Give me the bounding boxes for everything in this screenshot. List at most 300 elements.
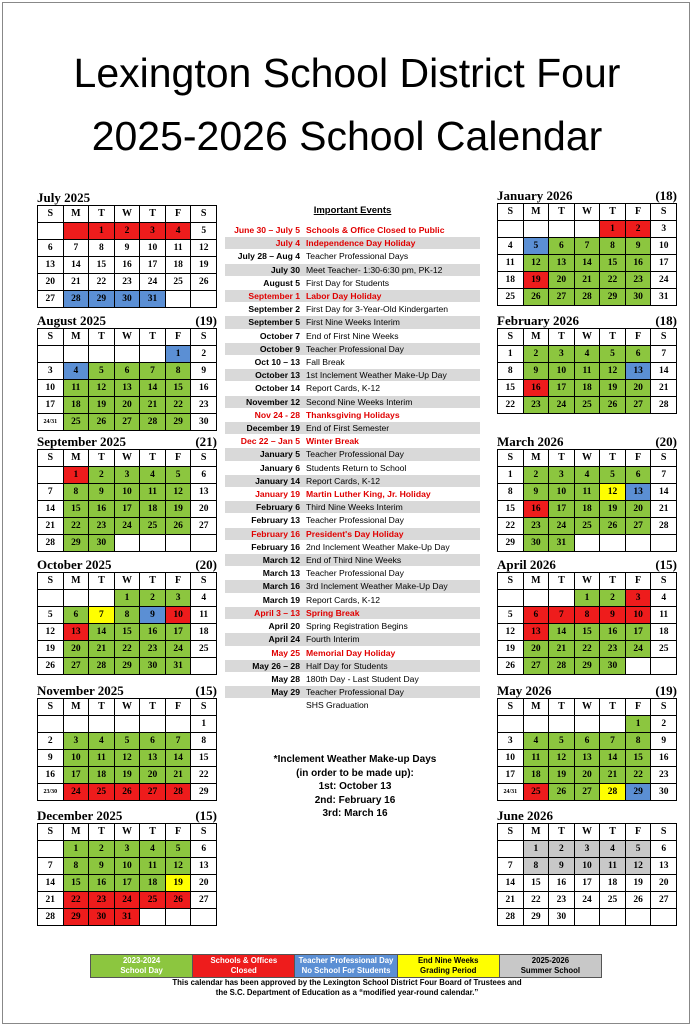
day-cell: 4 bbox=[140, 841, 166, 858]
day-cell: 4 bbox=[651, 590, 677, 607]
day-cell: 23 bbox=[600, 641, 626, 658]
weekday-header: T bbox=[549, 573, 575, 590]
day-cell bbox=[38, 223, 64, 240]
month-header bbox=[497, 557, 677, 572]
weekday-header: S bbox=[498, 824, 524, 841]
day-cell: 4 bbox=[574, 467, 600, 484]
day-cell: 13 bbox=[191, 484, 217, 501]
week-row bbox=[38, 484, 217, 501]
event-row bbox=[225, 514, 480, 527]
events-title: Important Events bbox=[313, 205, 392, 216]
day-cell: 3 bbox=[140, 223, 166, 240]
day-cell: 9 bbox=[89, 858, 115, 875]
month-grid bbox=[37, 823, 217, 926]
event-description: Second Nine Weeks Interim bbox=[303, 395, 480, 408]
event-date: September 2 bbox=[225, 303, 303, 316]
day-cell: 12 bbox=[549, 750, 575, 767]
month-calendar bbox=[37, 683, 217, 801]
weekday-header: M bbox=[63, 824, 89, 841]
week-row bbox=[38, 892, 217, 909]
week-row bbox=[38, 501, 217, 518]
weekday-header: S bbox=[498, 699, 524, 716]
week-row bbox=[38, 658, 217, 675]
inclement-weather-note bbox=[225, 753, 485, 821]
day-cell: 18 bbox=[63, 397, 89, 414]
weekday-header: S bbox=[191, 824, 217, 841]
event-date: May 28 bbox=[225, 672, 303, 685]
day-cell: 13 bbox=[140, 750, 166, 767]
day-cell: 9 bbox=[114, 240, 140, 257]
day-cell: 10 bbox=[114, 858, 140, 875]
weekday-header: T bbox=[89, 824, 115, 841]
day-cell bbox=[651, 658, 677, 675]
month-header bbox=[497, 313, 677, 328]
week-row bbox=[38, 518, 217, 535]
event-description: 180th Day - Last Student Day bbox=[303, 672, 480, 685]
weekday-header: T bbox=[600, 204, 626, 221]
day-cell bbox=[498, 590, 524, 607]
week-row bbox=[498, 658, 677, 675]
month-name: July 2025 bbox=[37, 190, 91, 205]
day-cell: 4 bbox=[89, 733, 115, 750]
week-row bbox=[498, 607, 677, 624]
day-cell: 9 bbox=[523, 484, 549, 501]
day-cell: 10 bbox=[549, 484, 575, 501]
month-calendar bbox=[497, 313, 677, 414]
month-day-count: (18) bbox=[655, 188, 677, 203]
weekday-header: F bbox=[625, 699, 651, 716]
day-cell: 26 bbox=[498, 658, 524, 675]
day-cell: 20 bbox=[114, 397, 140, 414]
day-cell: 15 bbox=[574, 624, 600, 641]
event-row bbox=[225, 382, 480, 395]
day-cell: 11 bbox=[165, 240, 191, 257]
day-cell: 29 bbox=[63, 909, 89, 926]
day-cell: 16 bbox=[600, 624, 626, 641]
event-date: April 24 bbox=[225, 633, 303, 646]
weekday-header: M bbox=[63, 699, 89, 716]
day-cell: 22 bbox=[165, 397, 191, 414]
week-row bbox=[38, 875, 217, 892]
day-cell: 27 bbox=[549, 289, 575, 306]
event-row bbox=[225, 501, 480, 514]
day-cell: 2 bbox=[89, 467, 115, 484]
week-row bbox=[38, 909, 217, 926]
week-row bbox=[38, 784, 217, 801]
event-date: May 29 bbox=[225, 686, 303, 699]
day-cell: 6 bbox=[625, 346, 651, 363]
event-row bbox=[225, 290, 480, 303]
day-cell: 17 bbox=[63, 767, 89, 784]
day-cell bbox=[38, 841, 64, 858]
day-cell: 26 bbox=[625, 892, 651, 909]
event-date: October 14 bbox=[225, 382, 303, 395]
day-cell bbox=[63, 716, 89, 733]
weekday-header: T bbox=[140, 573, 166, 590]
approval-footer bbox=[0, 978, 694, 998]
day-cell: 21 bbox=[38, 518, 64, 535]
weekday-header: T bbox=[549, 204, 575, 221]
day-cell: 20 bbox=[625, 501, 651, 518]
day-cell: 21 bbox=[140, 397, 166, 414]
day-cell: 9 bbox=[191, 363, 217, 380]
day-cell: 12 bbox=[114, 750, 140, 767]
day-cell: 28 bbox=[600, 784, 626, 801]
day-cell: 11 bbox=[140, 858, 166, 875]
week-row bbox=[38, 414, 217, 431]
day-cell: 12 bbox=[165, 484, 191, 501]
day-cell: 10 bbox=[625, 607, 651, 624]
day-cell: 7 bbox=[63, 240, 89, 257]
event-row bbox=[225, 224, 480, 237]
day-cell: 18 bbox=[498, 272, 524, 289]
day-cell: 2 bbox=[89, 841, 115, 858]
event-description: Teacher Professional Day bbox=[303, 448, 480, 461]
weekday-header: M bbox=[63, 450, 89, 467]
day-cell: 1 bbox=[600, 221, 626, 238]
day-cell: 8 bbox=[114, 607, 140, 624]
day-cell: 19 bbox=[523, 272, 549, 289]
day-cell: 28 bbox=[63, 291, 89, 308]
week-row bbox=[498, 501, 677, 518]
day-cell: 19 bbox=[600, 380, 626, 397]
day-cell: 11 bbox=[523, 750, 549, 767]
day-cell: 25 bbox=[140, 518, 166, 535]
weekday-header: F bbox=[165, 573, 191, 590]
day-cell: 13 bbox=[625, 484, 651, 501]
day-cell: 7 bbox=[498, 858, 524, 875]
day-cell bbox=[600, 716, 626, 733]
day-cell: 26 bbox=[191, 274, 217, 291]
day-cell: 9 bbox=[651, 733, 677, 750]
day-cell: 1 bbox=[498, 346, 524, 363]
week-row bbox=[38, 590, 217, 607]
day-cell: 1 bbox=[523, 841, 549, 858]
day-cell: 3 bbox=[498, 733, 524, 750]
weekday-header: M bbox=[63, 206, 89, 223]
event-description: Spring Registration Begins bbox=[303, 620, 480, 633]
day-cell: 10 bbox=[651, 238, 677, 255]
event-description: End of First Semester bbox=[303, 422, 480, 435]
day-cell: 23/30 bbox=[38, 784, 64, 801]
week-row bbox=[498, 535, 677, 552]
legend-school-day: 2023-2024 School Day bbox=[91, 955, 193, 977]
day-cell: 16 bbox=[191, 380, 217, 397]
weekday-header: W bbox=[574, 573, 600, 590]
day-cell: 3 bbox=[549, 346, 575, 363]
month-header bbox=[497, 188, 677, 203]
day-cell: 23 bbox=[549, 892, 575, 909]
day-cell: 15 bbox=[63, 501, 89, 518]
day-cell: 15 bbox=[600, 255, 626, 272]
day-cell bbox=[600, 909, 626, 926]
day-cell: 23 bbox=[114, 274, 140, 291]
day-cell bbox=[651, 535, 677, 552]
day-cell: 19 bbox=[498, 641, 524, 658]
day-cell: 14 bbox=[549, 624, 575, 641]
weekday-header: W bbox=[574, 699, 600, 716]
day-cell: 13 bbox=[549, 255, 575, 272]
district-title: Lexington School District Four bbox=[73, 50, 621, 96]
weekday-header: S bbox=[38, 824, 64, 841]
weekday-header: T bbox=[140, 450, 166, 467]
day-cell: 11 bbox=[651, 607, 677, 624]
day-cell: 12 bbox=[498, 624, 524, 641]
event-row bbox=[225, 474, 480, 487]
week-row bbox=[38, 397, 217, 414]
day-cell: 27 bbox=[38, 291, 64, 308]
day-cell bbox=[165, 535, 191, 552]
day-cell: 16 bbox=[140, 624, 166, 641]
day-cell: 25 bbox=[89, 784, 115, 801]
day-cell: 11 bbox=[89, 750, 115, 767]
weekday-header: S bbox=[191, 329, 217, 346]
weekday-header: T bbox=[89, 329, 115, 346]
month-calendar bbox=[497, 557, 677, 675]
event-date: January 5 bbox=[225, 448, 303, 461]
month-calendar bbox=[497, 683, 677, 801]
day-cell: 18 bbox=[574, 501, 600, 518]
day-cell: 10 bbox=[498, 750, 524, 767]
day-cell: 3 bbox=[114, 467, 140, 484]
day-cell: 5 bbox=[114, 733, 140, 750]
day-cell: 6 bbox=[625, 467, 651, 484]
day-cell: 29 bbox=[165, 414, 191, 431]
day-cell: 27 bbox=[114, 414, 140, 431]
event-row bbox=[225, 606, 480, 619]
weekday-header: F bbox=[625, 329, 651, 346]
day-cell: 6 bbox=[549, 238, 575, 255]
week-row bbox=[498, 716, 677, 733]
day-cell bbox=[549, 221, 575, 238]
day-cell: 21 bbox=[38, 892, 64, 909]
day-cell: 9 bbox=[140, 607, 166, 624]
event-row bbox=[225, 448, 480, 461]
day-cell: 30 bbox=[651, 784, 677, 801]
day-cell: 20 bbox=[625, 380, 651, 397]
day-cell: 25 bbox=[651, 641, 677, 658]
day-cell: 24 bbox=[625, 641, 651, 658]
event-date: July 4 bbox=[225, 237, 303, 250]
weekday-header: S bbox=[38, 450, 64, 467]
day-cell: 16 bbox=[651, 750, 677, 767]
week-row bbox=[498, 397, 677, 414]
day-cell: 3 bbox=[549, 467, 575, 484]
event-description: End of Third Nine Weeks bbox=[303, 554, 480, 567]
day-cell: 12 bbox=[191, 240, 217, 257]
event-description: First Day for 3-Year-Old Kindergarten bbox=[303, 303, 480, 316]
week-row bbox=[38, 716, 217, 733]
week-row bbox=[498, 733, 677, 750]
event-description: Third Nine Weeks Interim bbox=[303, 501, 480, 514]
month-header bbox=[497, 683, 677, 698]
day-cell: 1 bbox=[114, 590, 140, 607]
day-cell bbox=[114, 535, 140, 552]
month-name: April 2026 bbox=[497, 557, 556, 572]
day-cell: 20 bbox=[549, 272, 575, 289]
weekday-header: W bbox=[114, 450, 140, 467]
day-cell: 8 bbox=[498, 484, 524, 501]
day-cell: 8 bbox=[523, 858, 549, 875]
weekday-header: M bbox=[63, 573, 89, 590]
week-row bbox=[498, 255, 677, 272]
day-cell: 17 bbox=[114, 875, 140, 892]
day-cell bbox=[63, 223, 89, 240]
color-legend bbox=[90, 954, 602, 978]
day-cell: 21 bbox=[63, 274, 89, 291]
day-cell bbox=[140, 346, 166, 363]
event-row bbox=[225, 620, 480, 633]
week-row bbox=[498, 641, 677, 658]
inclement-subheading: (in order to be made up): bbox=[296, 767, 414, 779]
day-cell: 23 bbox=[625, 272, 651, 289]
event-description: First Day for Students bbox=[303, 276, 480, 289]
day-cell: 28 bbox=[651, 518, 677, 535]
month-day-count: (20) bbox=[195, 557, 217, 572]
day-cell: 20 bbox=[574, 767, 600, 784]
day-cell: 25 bbox=[498, 289, 524, 306]
day-cell: 18 bbox=[600, 875, 626, 892]
event-row bbox=[225, 237, 480, 250]
day-cell: 28 bbox=[140, 414, 166, 431]
week-row bbox=[38, 363, 217, 380]
day-cell: 8 bbox=[89, 240, 115, 257]
day-cell: 8 bbox=[63, 484, 89, 501]
day-cell: 19 bbox=[600, 501, 626, 518]
day-cell: 29 bbox=[191, 784, 217, 801]
event-description: 3rd Inclement Weather Make-Up Day bbox=[303, 580, 480, 593]
day-cell: 14 bbox=[651, 484, 677, 501]
day-cell: 9 bbox=[600, 607, 626, 624]
day-cell: 24 bbox=[549, 397, 575, 414]
day-cell: 2 bbox=[523, 467, 549, 484]
day-cell: 19 bbox=[38, 641, 64, 658]
day-cell: 17 bbox=[549, 501, 575, 518]
day-cell: 14 bbox=[498, 875, 524, 892]
day-cell: 6 bbox=[523, 607, 549, 624]
day-cell: 26 bbox=[114, 784, 140, 801]
day-cell bbox=[114, 716, 140, 733]
month-grid bbox=[497, 328, 677, 414]
week-row bbox=[38, 240, 217, 257]
day-cell: 29 bbox=[498, 535, 524, 552]
event-description: Teacher Professional Day bbox=[303, 342, 480, 355]
weekday-header: T bbox=[549, 699, 575, 716]
day-cell: 21 bbox=[498, 892, 524, 909]
event-date: March 12 bbox=[225, 554, 303, 567]
weekday-header: S bbox=[191, 206, 217, 223]
day-cell bbox=[523, 716, 549, 733]
day-cell: 29 bbox=[523, 909, 549, 926]
weekday-header: W bbox=[574, 450, 600, 467]
day-cell: 24 bbox=[574, 892, 600, 909]
day-cell: 18 bbox=[140, 875, 166, 892]
day-cell: 19 bbox=[191, 257, 217, 274]
day-cell: 27 bbox=[191, 892, 217, 909]
week-row bbox=[498, 272, 677, 289]
day-cell: 21 bbox=[600, 767, 626, 784]
month-grid bbox=[37, 572, 217, 675]
inclement-item: 1st: October 13 bbox=[318, 781, 392, 792]
event-date: September 5 bbox=[225, 316, 303, 329]
day-cell: 26 bbox=[165, 518, 191, 535]
day-cell bbox=[574, 716, 600, 733]
event-row bbox=[225, 633, 480, 646]
event-date: April 20 bbox=[225, 620, 303, 633]
day-cell: 4 bbox=[165, 223, 191, 240]
day-cell: 10 bbox=[38, 380, 64, 397]
day-cell: 28 bbox=[89, 658, 115, 675]
event-description: Report Cards, K-12 bbox=[303, 382, 480, 395]
day-cell bbox=[63, 590, 89, 607]
day-cell: 15 bbox=[625, 750, 651, 767]
day-cell bbox=[191, 291, 217, 308]
day-cell: 19 bbox=[549, 767, 575, 784]
day-cell: 2 bbox=[651, 716, 677, 733]
weekday-header: T bbox=[140, 206, 166, 223]
day-cell: 17 bbox=[651, 255, 677, 272]
day-cell: 3 bbox=[38, 363, 64, 380]
day-cell bbox=[114, 346, 140, 363]
day-cell: 22 bbox=[574, 641, 600, 658]
day-cell: 22 bbox=[191, 767, 217, 784]
day-cell bbox=[165, 909, 191, 926]
day-cell: 16 bbox=[89, 501, 115, 518]
weekday-header: F bbox=[165, 699, 191, 716]
event-row bbox=[225, 646, 480, 659]
day-cell bbox=[140, 716, 166, 733]
day-cell: 28 bbox=[165, 784, 191, 801]
week-row bbox=[498, 784, 677, 801]
month-grid bbox=[37, 328, 217, 431]
day-cell: 9 bbox=[89, 484, 115, 501]
event-date: April 3 – 13 bbox=[225, 606, 303, 619]
event-description: Fourth Interim bbox=[303, 633, 480, 646]
month-grid bbox=[37, 449, 217, 552]
day-cell: 18 bbox=[523, 767, 549, 784]
weekday-header: S bbox=[38, 699, 64, 716]
weekday-header: M bbox=[523, 824, 549, 841]
day-cell: 7 bbox=[600, 733, 626, 750]
month-day-count: (19) bbox=[195, 313, 217, 328]
day-cell: 15 bbox=[191, 750, 217, 767]
day-cell: 9 bbox=[38, 750, 64, 767]
inclement-item: 3rd: March 16 bbox=[322, 808, 388, 819]
weekday-header: S bbox=[651, 450, 677, 467]
event-description: Memorial Day Holiday bbox=[303, 646, 480, 659]
day-cell: 16 bbox=[549, 875, 575, 892]
weekday-header: W bbox=[574, 329, 600, 346]
day-cell: 15 bbox=[63, 875, 89, 892]
event-description: Teacher Professional Day bbox=[303, 514, 480, 527]
day-cell: 29 bbox=[63, 535, 89, 552]
month-header bbox=[497, 808, 677, 823]
event-row bbox=[225, 329, 480, 342]
day-cell: 1 bbox=[625, 716, 651, 733]
weekday-header: S bbox=[38, 206, 64, 223]
month-calendar bbox=[497, 808, 677, 926]
day-cell: 26 bbox=[523, 289, 549, 306]
day-cell: 23 bbox=[89, 518, 115, 535]
month-grid bbox=[497, 203, 677, 306]
day-cell: 16 bbox=[38, 767, 64, 784]
week-row bbox=[498, 346, 677, 363]
day-cell bbox=[498, 221, 524, 238]
event-date: Dec 22 – Jan 5 bbox=[225, 435, 303, 448]
month-name: February 2026 bbox=[497, 313, 579, 328]
day-cell: 13 bbox=[63, 624, 89, 641]
day-cell: 7 bbox=[651, 346, 677, 363]
